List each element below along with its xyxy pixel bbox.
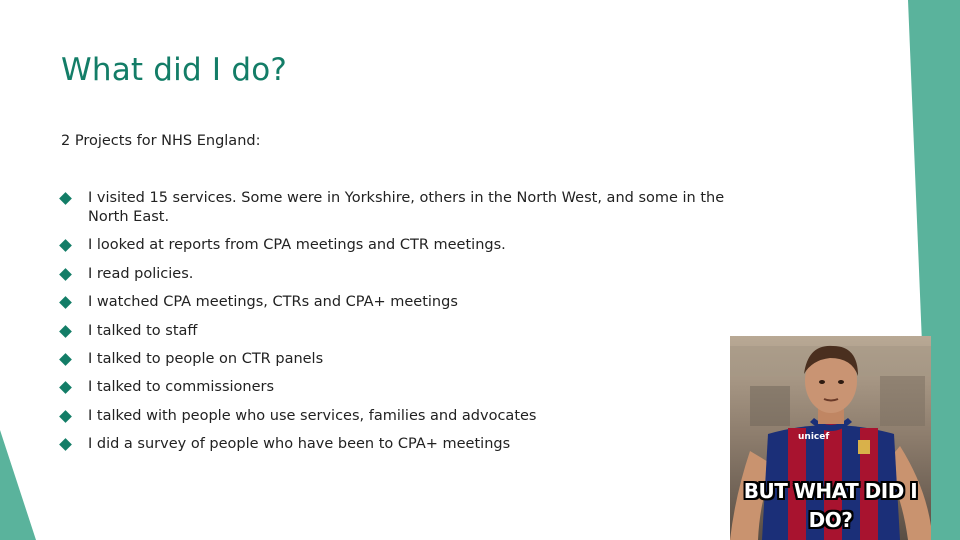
- diamond-bullet-icon: [59, 438, 72, 451]
- bullet-text: I talked to commissioners: [88, 379, 275, 396]
- slide-title: What did I do?: [61, 52, 288, 88]
- diamond-bullet-icon: [59, 268, 72, 281]
- diamond-bullet-icon: [59, 381, 72, 394]
- diamond-bullet-icon: [59, 325, 72, 338]
- bullet-text: I looked at reports from CPA meetings and CTR meetings.: [88, 237, 506, 254]
- bullet-item: [61, 236, 741, 255]
- diamond-bullet-icon: [59, 296, 72, 309]
- bullet-item: [61, 189, 741, 227]
- bullet-list: [61, 189, 741, 464]
- bullet-text: I talked to staff: [88, 322, 198, 339]
- bullet-item: [61, 407, 741, 426]
- bullet-item: [61, 378, 741, 397]
- slide-subtitle: 2 Projects for NHS England:: [61, 133, 261, 149]
- bullet-item: [61, 265, 741, 284]
- bullet-item: [61, 350, 741, 369]
- meme-caption-line-1: BUT WHAT DID I: [743, 479, 918, 503]
- bullet-text: I watched CPA meetings, CTRs and CPA+ meetings: [88, 294, 458, 311]
- bullet-text: I talked with people who use services, families and advocates: [88, 407, 537, 424]
- shirt-sponsor-text: unicef: [798, 432, 830, 442]
- bullet-text: I visited 15 services. Some were in Yorkshire, others in the North West, and some in the North East.: [88, 190, 725, 225]
- bullet-text: I talked to people on CTR panels: [88, 350, 324, 367]
- bullet-item: [61, 293, 741, 312]
- diamond-bullet-icon: [59, 353, 72, 366]
- diamond-bullet-icon: [59, 192, 72, 205]
- bullet-item: [61, 322, 741, 341]
- bullet-text: I read policies.: [88, 265, 194, 282]
- meme-photo: [730, 336, 931, 540]
- diamond-bullet-icon: [59, 410, 72, 423]
- diamond-bullet-icon: [59, 240, 72, 253]
- meme-caption-line-2: DO?: [808, 508, 853, 532]
- bullet-item: [61, 435, 741, 454]
- bullet-text: I did a survey of people who have been to CPA+ meetings: [88, 436, 511, 453]
- left-side-band: [0, 430, 36, 540]
